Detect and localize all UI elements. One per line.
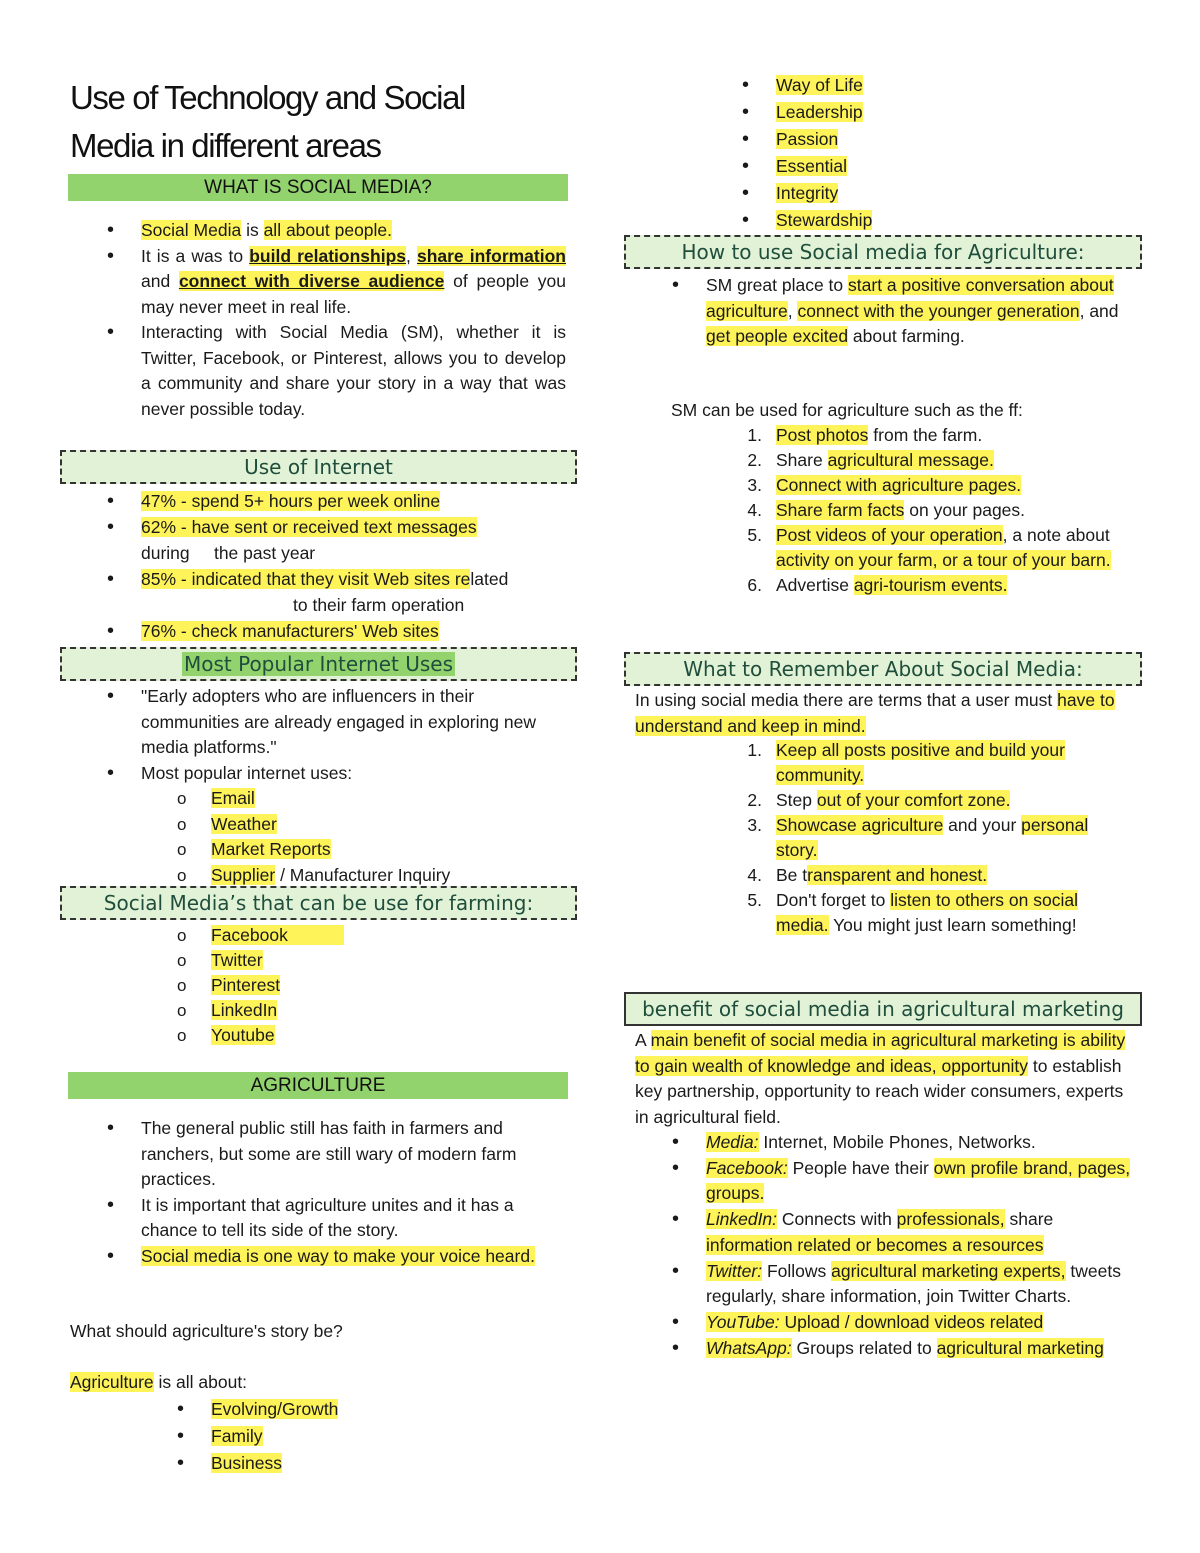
list-item: • Stewardship — [776, 207, 976, 234]
popular-uses-sublist — [211, 786, 566, 888]
section-header-popular-uses: Most Popular Internet Uses — [60, 647, 577, 681]
list-item: • Social Media is all about people. — [141, 218, 566, 244]
agriculture-about-list-part2 — [776, 72, 976, 234]
list-item: 5. Don't forget to listen to others on social media. You might just learn something! — [747, 890, 1078, 935]
list-item: • 76% - check manufacturers' Web sites — [141, 618, 571, 644]
agriculture-list — [141, 1116, 561, 1269]
how-to-steps — [747, 423, 1136, 598]
list-item: • It is a was to build relationships, share information and connect with diverse audience of people you may never meet in real life. — [141, 244, 566, 321]
list-item: 2. Share agricultural message. — [747, 450, 994, 470]
list-item: 6. Advertise agri-tourism events. — [747, 575, 1008, 595]
list-item: • Interacting with Social Media (SM), whether it is Twitter, Facebook, or Pinterest, allows you to develop a community and share your story in a way that was never possible today. — [141, 320, 566, 422]
list-item: o Pinterest — [211, 973, 411, 998]
list-item: • The general public still has faith in farmers and ranchers, but some are still wary of modern farm practices. — [141, 1116, 561, 1193]
how-to-intro: SM can be used for agriculture such as the ff: — [671, 400, 1023, 420]
section-header-what-is-social-media: WHAT IS SOCIAL MEDIA? — [68, 174, 568, 201]
remember-steps — [747, 738, 1121, 938]
list-item: 5. Post videos of your operation, a note about activity on your farm, or a tour of your barn. — [747, 525, 1111, 570]
remember-intro: In using social media there are terms that a user must have to understand and keep in mind. — [635, 690, 1115, 736]
list-item: 4. Be transparent and honest. — [747, 865, 988, 885]
agriculture-about-list-part1 — [211, 1396, 411, 1477]
list-item: o Facebook — [211, 923, 411, 948]
list-item: • Twitter: Follows agricultural marketing experts, tweets regularly, share information, join Twitter Charts. — [706, 1259, 1131, 1310]
how-to-list — [706, 273, 1126, 350]
list-item: • YouTube: Upload / download videos related — [706, 1310, 1131, 1336]
list-item: 2. Step out of your comfort zone. — [747, 790, 1011, 810]
list-item: o Email — [211, 786, 566, 812]
list-item: • It is important that agriculture unites and it has a chance to tell its side of the story. — [141, 1193, 561, 1244]
list-item: o LinkedIn — [211, 998, 411, 1023]
list-item: • Way of Life — [776, 72, 976, 99]
list-item: • WhatsApp: Groups related to agricultural marketing — [706, 1336, 1131, 1362]
section-header-use-of-internet: Use of Internet — [60, 450, 577, 484]
list-item: • Passion — [776, 126, 976, 153]
section-header-agriculture: AGRICULTURE — [68, 1072, 568, 1099]
list-item: • Family — [211, 1423, 411, 1450]
list-item: o Weather — [211, 812, 566, 838]
what-is-list — [141, 218, 566, 422]
popular-list — [141, 684, 566, 888]
section-header-farming-social-media: Social Media’s that can be use for farming: — [60, 886, 577, 920]
list-item: • Facebook: People have their own profile brand, pages, groups. — [706, 1156, 1131, 1207]
section-header-benefit: benefit of social media in agricultural marketing — [624, 992, 1142, 1026]
list-item: 1. Post photos from the farm. — [747, 425, 983, 445]
section-header-how-to-use: How to use Social media for Agriculture: — [624, 235, 1142, 269]
list-item: • SM great place to start a positive conversation about agriculture, connect with the younger generation, and get people excited about farming. — [706, 273, 1126, 350]
list-item: • Evolving/Growth — [211, 1396, 411, 1423]
list-item: • Social media is one way to make your voice heard. — [141, 1244, 561, 1270]
list-item: • Most popular internet uses: o Email o Weather o Market Reports o Supplier / Manufacturer Inquiry — [141, 761, 566, 889]
agriculture-question: What should agriculture's story be? — [70, 1321, 343, 1341]
list-item: 4. Share farm facts on your pages. — [747, 500, 1026, 520]
list-item: • 47% - spend 5+ hours per week online — [141, 488, 571, 514]
list-item: • 62% - have sent or received text messages during the past year — [141, 514, 571, 566]
list-item: o Market Reports — [211, 837, 566, 863]
list-item: • Leadership — [776, 99, 976, 126]
benefit-list — [706, 1130, 1131, 1361]
list-item: • LinkedIn: Connects with professionals, share information related or becomes a resources — [706, 1207, 1131, 1258]
farming-list — [211, 923, 411, 1048]
list-item: o Youtube — [211, 1023, 411, 1048]
agriculture-about: Agriculture is all about: — [70, 1372, 248, 1392]
list-item: • Integrity — [776, 180, 976, 207]
list-item: o Twitter — [211, 948, 411, 973]
benefit-intro: A main benefit of social media in agricultural marketing is ability to gain wealth of knowledge and ideas, opportunity to establish key partnership, opportunity to reach wider consumers, experts in agricultural field. — [635, 1030, 1126, 1127]
section-header-what-to-remember: What to Remember About Social Media: — [624, 652, 1142, 686]
list-item: • Essential — [776, 153, 976, 180]
list-item: • 85% - indicated that they visit Web sites related to their farm operation — [141, 566, 571, 618]
list-item: o Supplier / Manufacturer Inquiry — [211, 863, 566, 889]
list-item: • "Early adopters who are influencers in their communities are already engaged in exploring new media platforms." — [141, 684, 566, 761]
internet-list — [141, 488, 571, 644]
list-item: • Business — [211, 1450, 411, 1477]
page-title: Use of Technology and Social Media in different areas — [70, 79, 465, 164]
list-item: 3. Connect with agriculture pages. — [747, 475, 1022, 495]
list-item: 3. Showcase agriculture and your personal story. — [747, 815, 1089, 860]
list-item: 1. Keep all posts positive and build your community. — [747, 740, 1065, 785]
list-item: • Media: Internet, Mobile Phones, Networks. — [706, 1130, 1131, 1156]
